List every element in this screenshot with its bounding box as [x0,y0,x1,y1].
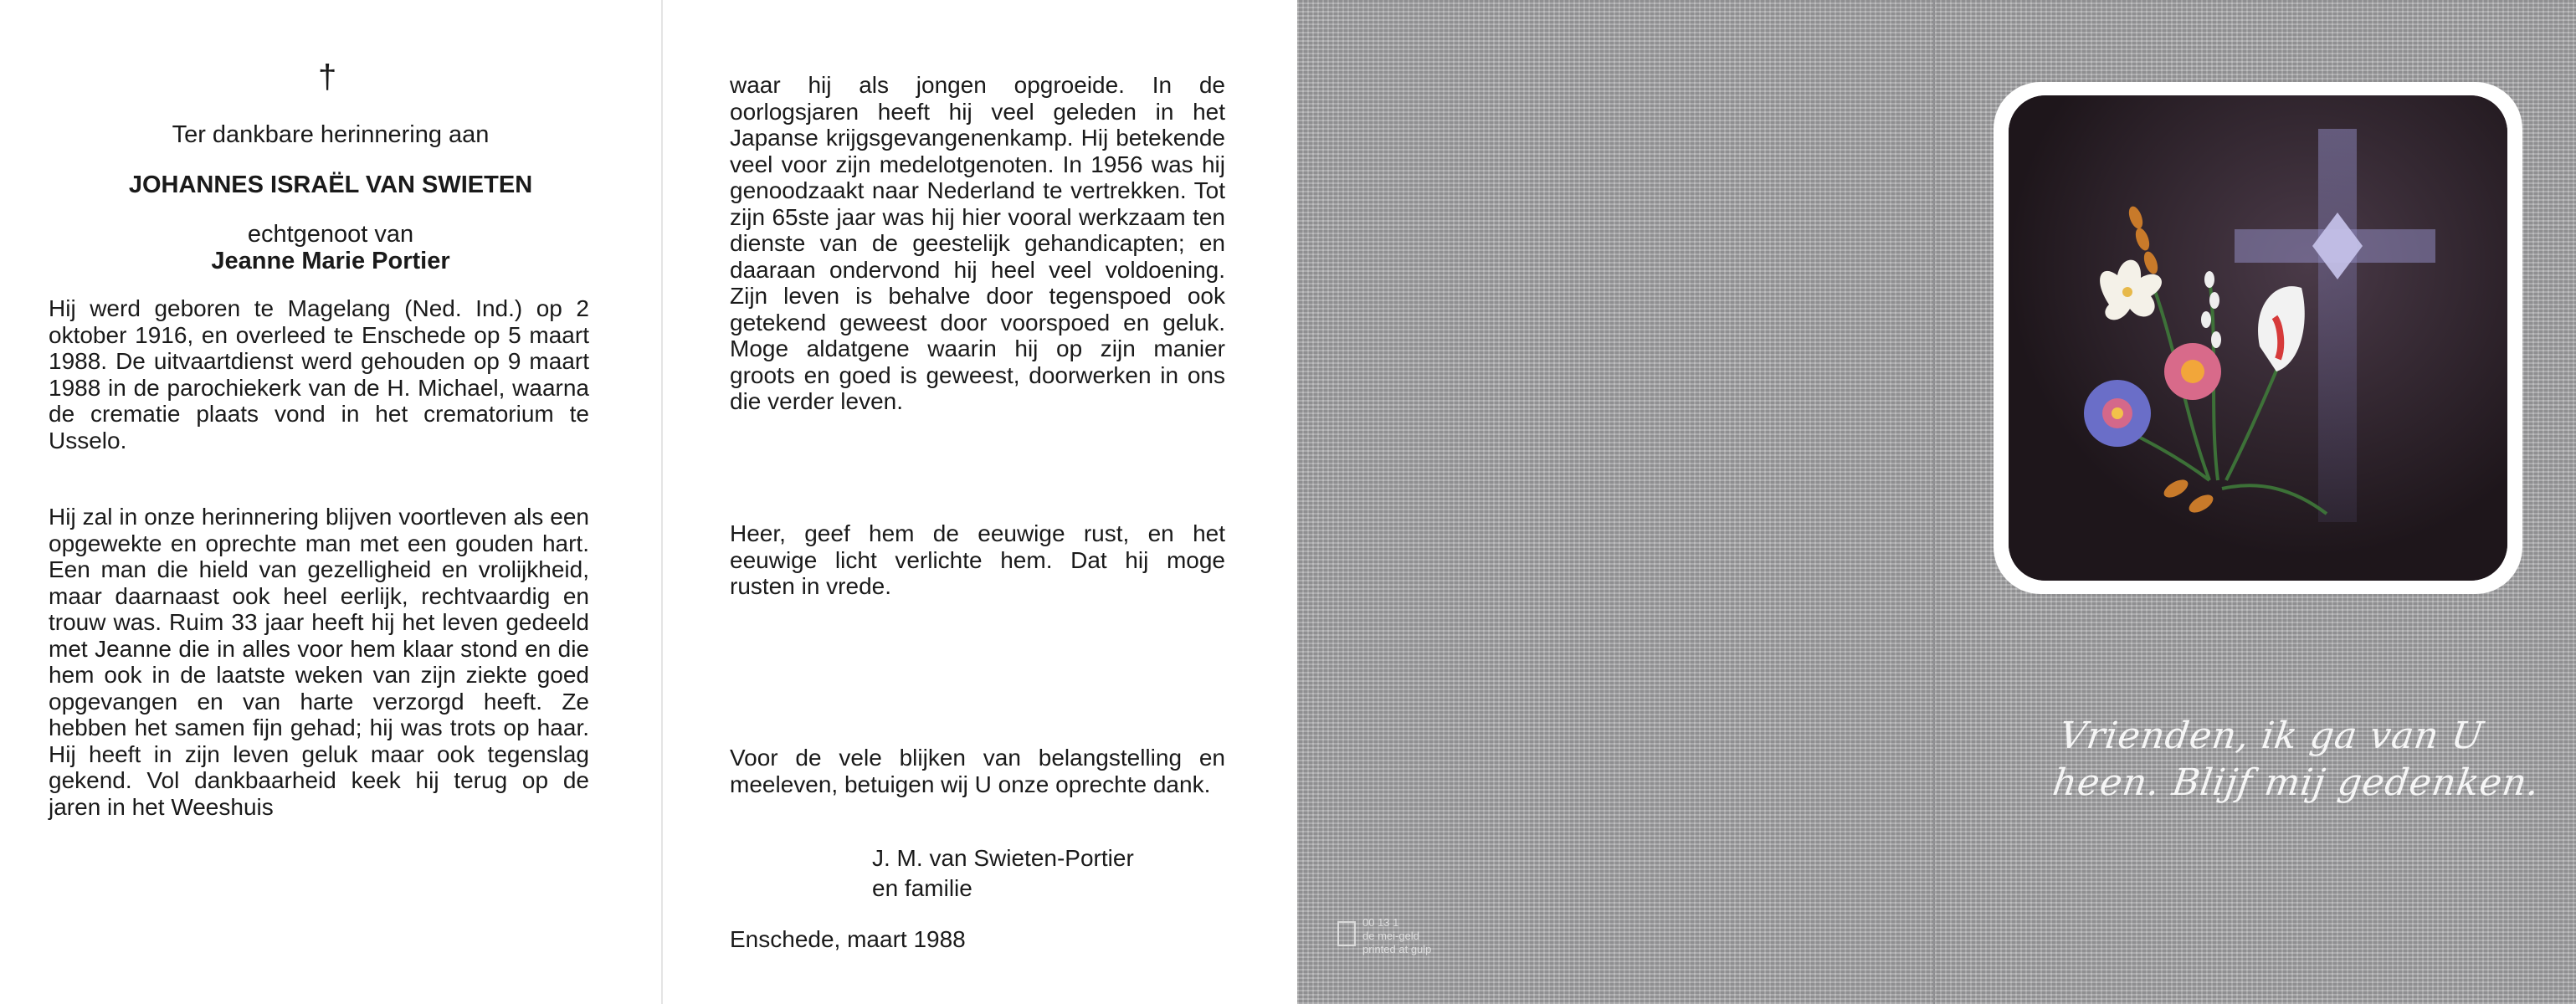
printer-logo-icon [1337,921,1356,946]
intro-line: Ter dankbare herinnering aan [172,121,490,148]
verse-line-1: Vrienden, ik ga van U [2056,715,2486,757]
biography-paragraph-3: waar hij als jongen opgroeide. In de oorlogsjaren heeft hij veel geleden in het Japanse krijgsgevangenenkamp. Hij betekende veel voor zijn medelotgenoten. In 1956 was hij genoodzaakt naar Nederland te vertrekken. Tot zijn 65ste jaar was hij hier vooral werkzaam ten dienste van de geestelijk gehandicapten; en daaraan ondervond hij heel veel voldoening. Zijn leven is behalve door tegenspoed ook getekend geweest door voorspoed en geluk. Moge aldatgene waarin hij op zijn manier groots en goed is geweest, doorwerken in ons die verder leven. [730,72,1225,414]
thanks-text: Voor de vele blijken van belangstelling en meeleven, betuigen wij U onze oprechte dank. [730,745,1225,797]
photo-frame [1994,82,2522,594]
cover-verse [2050,713,2549,807]
inner-left-page [0,0,661,1004]
spouse-name: Jeanne Marie Portier [211,248,450,274]
deceased-name: JOHANNES ISRAËL VAN SWIETEN [128,172,533,198]
biography-paragraph-2: Hij zal in onze herinnering blijven voortleven als een opgewekte en oprechte man met een gouden hart. Een man die hield van gezelligheid en vrolijkheid, maar daarnaast ook heel eerlijk, rechtvaardig en trouw was. Ruim 33 jaar heeft hij het leven gedeeld met Jeanne die in alles voor hem klaar stond en die hem ook in de laatste weken van zijn ziekte goed opgevangen en van harte verzorgd heeft. Ze hebben het samen fijn gehad; hij was trots op haar. Hij heeft in zijn leven geluk maar ook tegenslag gekend. Vol dankbaarheid keek hij terug op de jaren in het Weeshuis [49,504,589,820]
imprint-line-1: de mei-geld [1362,930,1419,942]
front-cover [1933,0,2576,1004]
spouse-label: echtgenoot van [247,221,414,248]
imprint-line-2: printed at gulp [1362,943,1432,955]
cross-flowers-illustration [2009,95,2507,581]
signature-name: J. M. van Swieten-Portier [872,845,1134,871]
cross-flowers-photo [2009,95,2507,581]
prayer-text: Heer, geef hem de eeuwige rust, en het eeuwige licht verlichte hem. Dat hij moge rusten in vrede. [730,520,1225,599]
pink-flower-icon [2164,343,2221,400]
place-date: Enschede, maart 1988 [730,926,966,952]
biography-paragraph-1: Hij werd geboren te Magelang (Ned. Ind.) op 2 oktober 1916, en overleed te Enschede op 5 maart 1988. De uitvaartdienst werd gehouden op 9 maart 1988 in de parochiekerk van de H. Michael, waarna de crematie plaats vond in het crematorium te Usselo. [49,295,589,453]
verse-line-2: heen. Blijf mij gedenken. [2050,761,2543,804]
signature-family: en familie [872,875,972,901]
back-cover [1297,0,1933,1004]
cross-symbol: † [318,59,337,95]
imprint-code: 00 13 1 [1362,916,1399,929]
blue-flower-icon [2084,380,2151,447]
cross-vertical-icon [2318,129,2357,522]
inner-right-page [661,0,1297,1004]
